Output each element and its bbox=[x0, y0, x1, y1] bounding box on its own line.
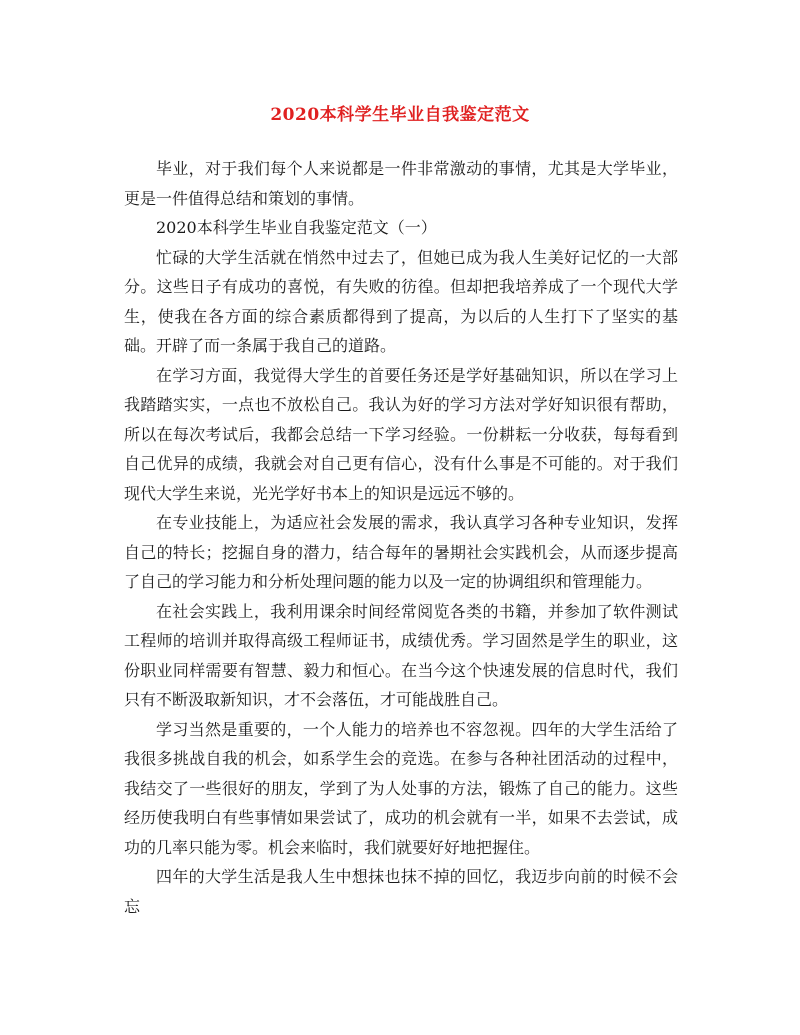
document-title: 2020本科学生毕业自我鉴定范文 bbox=[270, 105, 530, 125]
document-body bbox=[124, 154, 678, 921]
paragraph: 在学习方面，我觉得大学生的首要任务还是学好基础知识，所以在学习上我踏踏实实，一点也不放松自己。我认为好的学习方法对学好知识很有帮助，所以在每次考试后，我都会总结一下学习经验。一份耕耘一分收获，每每看到自己优异的成绩，我就会对自己更有信心，没有什么事是不可能的。对于我们现代大学生来说，光光学好书本上的知识是远远不够的。 bbox=[124, 365, 678, 503]
paragraph-intro: 毕业，对于我们每个人来说都是一件非常激动的事情，尤其是大学毕业，更是一件值得总结和策划的事情。 bbox=[124, 159, 678, 208]
paragraph: 四年的大学生活是我人生中想抹也抹不掉的回忆，我迈步向前的时候不会忘 bbox=[124, 867, 678, 916]
section-heading: 2020本科学生毕业自我鉴定范文（一） bbox=[156, 218, 437, 237]
paragraph: 在专业技能上，为适应社会发展的需求，我认真学习各种专业知识，发挥自己的特长；挖掘自身的潜力，结合每年的暑期社会实践机会，从而逐步提高了自己的学习能力和分析处理问题的能力以及一定的协调组织和管理能力。 bbox=[124, 513, 678, 591]
paragraph: 忙碌的大学生活就在悄然中过去了，但她已成为我人生美好记忆的一大部分。这些日子有成功的喜悦，有失败的彷徨。但却把我培养成了一个现代大学生，使我在各方面的综合素质都得到了提高，为以后的人生打下了坚实的基础。开辟了而一条属于我自己的道路。 bbox=[124, 247, 678, 355]
paragraph: 学习当然是重要的，一个人能力的培养也不容忽视。四年的大学生活给了我很多挑战自我的机会，如系学生会的竞选。在参与各种社团活动的过程中，我结交了一些很好的朋友，学到了为人处事的方法，锻炼了自己的能力。这些经历使我明白有些事情如果尝试了，成功的机会就有一半，如果不去尝试，成功的几率只能为零。机会来临时，我们就要好好地把握住。 bbox=[124, 719, 678, 857]
paragraph: 在社会实践上，我利用课余时间经常阅览各类的书籍，并参加了软件测试工程师的培训并取得高级工程师证书，成绩优秀。学习固然是学生的职业，这份职业同样需要有智慧、毅力和恒心。在当今这个快速发展的信息时代，我们只有不断汲取新知识，才不会落伍，才可能战胜自己。 bbox=[124, 601, 678, 709]
